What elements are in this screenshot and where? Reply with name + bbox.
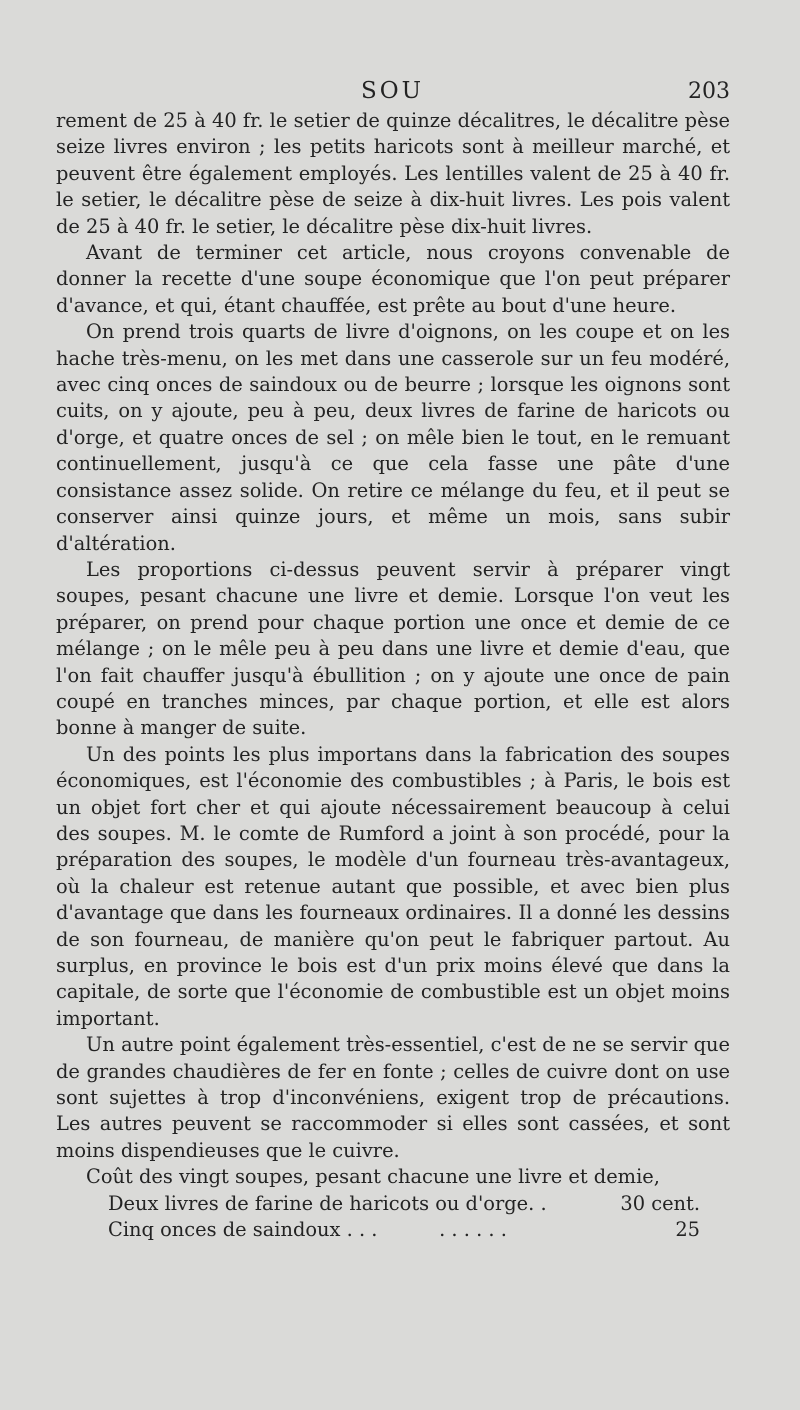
paragraph-3: On prend trois quarts de livre d'oignons, on les coupe et on les hache très-menu, on les met dans une casserole sur un feu modéré, avec cinq onces de saindoux ou de beurre ; lorsque les oignons sont cuits, on y ajoute, peu à peu, deux livres de farine de haricots ou d'orge, et quatre onces de sel ; on mêle bien le tout, en le remuant continuellement, jusqu'à ce que cela fasse une pâte d'une consistance assez solide. On retire ce mélange du feu, et il peut se conserver ainsi quinze jours, et même un mois, sans subir d'altération.: [56, 320, 730, 555]
running-title: SOU: [361, 78, 424, 104]
cost-line-2-value: 25: [675, 1218, 700, 1242]
cost-heading: Coût des vingt soupes, pesant chacune une livre et demie,: [86, 1165, 660, 1189]
paragraph-5: Un des points les plus importans dans la fabrication des soupes économiques, est l'économie des combustibles ; à Paris, le bois est un objet fort cher et qui ajoute nécessairement beaucoup à celui des soupes. M. le comte de Rumford a joint à son procédé, pour la préparation des soupes, le modèle d'un fourneau très-avantageux, où la chaleur est retenue autant que possible, et avec bien plus d'avantage que dans les fourneaux ordinaires. Il a donné les dessins de son fourneau, de manière qu'on peut le fabriquer partout. Au surplus, en province le bois est d'un prix moins élevé que dans la capitale, de sorte que l'économie de combustible est un objet moins important.: [56, 742, 730, 1030]
cost-line-1: [56, 1191, 730, 1217]
cost-line-2: [56, 1217, 730, 1243]
page-number: 203: [688, 79, 730, 104]
cost-line-2-label: Cinq onces de saindoux . . . . . . . . .: [108, 1218, 507, 1242]
page-body: [56, 108, 730, 1243]
cost-line-1-value: 30 cent.: [620, 1191, 700, 1215]
cost-line-1-label: Deux livres de farine de haricots ou d'orge. .: [108, 1191, 547, 1215]
paragraph-2: Avant de terminer cet article, nous croyons convenable de donner la recette d'une soupe économique que l'on peut préparer d'avance, et qui, étant chauffée, est prête au bout d'une heure.: [56, 241, 730, 317]
page-header: [55, 78, 730, 108]
paragraph-6: Un autre point également très-essentiel, c'est de ne se servir que de grandes chaudières de fer en fonte ; celles de cuivre dont on use sont sujettes à trop d'inconvéniens, exigent trop de précautions. Les autres peuvent se raccommoder si elles sont cassées, et sont moins dispendieuses que le cuivre.: [56, 1033, 730, 1162]
paragraph-4: Les proportions ci-dessus peuvent servir à préparer vingt soupes, pesant chacune une livre et demie. Lorsque l'on veut les préparer, on prend pour chaque portion une once et demie de ce mélange ; on le mêle peu à peu dans une livre et demie d'eau, que l'on fait chauffer jusqu'à ébullition ; on y ajoute une once de pain coupé en tranches minces, par chaque portion, et elle est alors bonne à manger de suite.: [56, 557, 730, 740]
paragraph-1: rement de 25 à 40 fr. le setier de quinze décalitres, le décalitre pèse seize livres environ ; les petits haricots sont à meilleur marché, et peuvent être également employés. Les lentilles valent de 25 à 40 fr. le setier, le décalitre pèse de seize à dix-huit livres. Les pois valent de 25 à 40 fr. le setier, le décalitre pèse dix-huit livres.: [56, 109, 730, 238]
